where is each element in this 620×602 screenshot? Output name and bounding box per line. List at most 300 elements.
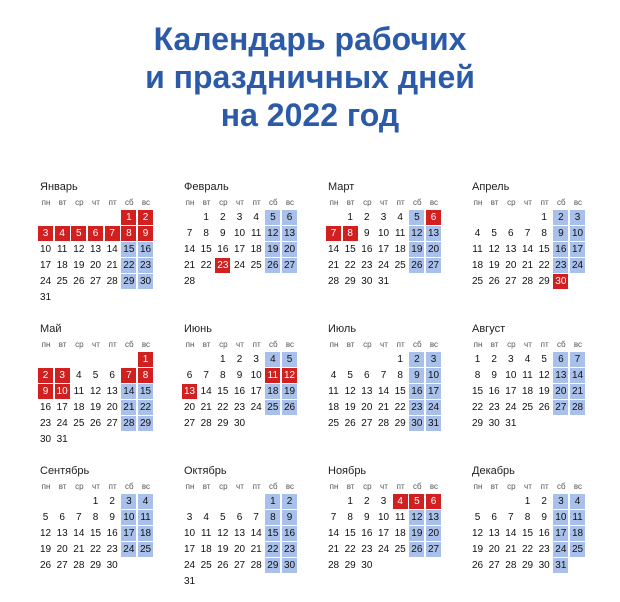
- weekday-label: пн: [185, 482, 195, 491]
- day-cell: 19: [89, 402, 102, 413]
- day-cell: 17: [39, 260, 52, 271]
- weekday-label: пн: [329, 198, 339, 207]
- day-cell: 7: [76, 512, 82, 523]
- day-cell: 16: [217, 244, 229, 255]
- day-cell: 30: [233, 418, 246, 429]
- day-cell: 7: [326, 226, 341, 241]
- day-cell: 12: [283, 370, 296, 381]
- day-cell: 29: [344, 560, 356, 571]
- day-cell: 20: [505, 260, 517, 271]
- day-cell: 21: [377, 402, 390, 413]
- day-cell: 20: [427, 528, 440, 539]
- day-cell: 7: [186, 228, 193, 239]
- weekday-label: вс: [573, 482, 583, 491]
- day-cell: 12: [471, 528, 484, 539]
- day-cell: 23: [555, 260, 567, 271]
- day-cell: 16: [555, 244, 567, 255]
- day-cell: 12: [267, 228, 279, 239]
- day-cell: 6: [59, 512, 65, 523]
- weekday-label: ср: [507, 198, 516, 207]
- day-cell: 17: [555, 528, 567, 539]
- day-cell: 8: [524, 512, 531, 523]
- day-cell: 3: [253, 354, 259, 365]
- month-7: [326, 322, 444, 448]
- day-cell: 21: [521, 260, 534, 271]
- weekday-label: пн: [473, 340, 483, 349]
- weekday-label: вс: [285, 198, 295, 207]
- day-cell: 18: [394, 244, 406, 255]
- day-cell: 27: [183, 418, 196, 429]
- day-cell: 23: [139, 260, 152, 271]
- day-cell: 20: [89, 260, 102, 271]
- weekday-header: [38, 338, 156, 352]
- day-cell: 9: [541, 512, 547, 523]
- day-cell: 29: [123, 276, 135, 287]
- month-name: Ноябрь: [328, 465, 367, 477]
- day-cell: 14: [377, 386, 390, 397]
- day-cell: 7: [508, 512, 514, 523]
- day-cell: 16: [538, 528, 550, 539]
- day-cell: 23: [488, 402, 500, 413]
- day-cell: 21: [327, 544, 340, 555]
- day-cell: 24: [123, 544, 135, 555]
- day-cell: 14: [521, 244, 534, 255]
- day-cell: 1: [347, 212, 353, 223]
- weekday-label: вт: [58, 198, 67, 207]
- day-cell: 25: [139, 544, 152, 555]
- day-cell: 18: [56, 260, 68, 271]
- weekday-label: сб: [412, 198, 422, 207]
- day-cell: 29: [471, 418, 484, 429]
- day-cell: 18: [267, 386, 279, 397]
- day-cell: 22: [344, 260, 356, 271]
- weekday-label: сб: [268, 198, 278, 207]
- day-cell: 1: [220, 354, 226, 365]
- day-cell: 17: [377, 244, 390, 255]
- day-cell: 2: [364, 496, 370, 507]
- day-cell: 24: [39, 276, 52, 287]
- day-cell: 26: [73, 276, 85, 287]
- day-cell: 29: [344, 276, 356, 287]
- day-cell: 5: [220, 512, 226, 523]
- weekday-label: сб: [124, 482, 134, 491]
- day-cell: 12: [488, 244, 500, 255]
- day-cell: 16: [361, 528, 373, 539]
- day-cell: 14: [327, 528, 340, 539]
- day-cell: 21: [73, 544, 85, 555]
- day-cell: 9: [491, 370, 497, 381]
- day-cell: 13: [89, 244, 102, 255]
- weekday-label: ср: [75, 198, 84, 207]
- day-cell: 27: [56, 560, 68, 571]
- day-cell: 6: [508, 228, 514, 239]
- day-cell: 23: [361, 544, 373, 555]
- day-cell: 20: [233, 544, 246, 555]
- day-cell: 29: [89, 560, 102, 571]
- weekday-label: пт: [396, 340, 405, 349]
- day-cell: 19: [488, 260, 500, 271]
- day-cell: 2: [38, 368, 53, 383]
- day-grid: [182, 210, 300, 306]
- weekday-label: ср: [363, 340, 372, 349]
- day-cell: 9: [109, 512, 115, 523]
- weekday-label: пн: [41, 482, 51, 491]
- month-name: Август: [472, 323, 506, 335]
- weekday-label: чт: [380, 198, 388, 207]
- day-cell: 30: [283, 560, 296, 571]
- day-cell: 28: [571, 402, 584, 413]
- day-cell: 6: [282, 210, 297, 225]
- weekday-label: пт: [396, 198, 405, 207]
- day-cell: 28: [200, 418, 212, 429]
- day-cell: 11: [250, 228, 262, 239]
- day-cell: 8: [92, 512, 99, 523]
- day-cell: 2: [109, 496, 115, 507]
- day-cell: 13: [427, 512, 440, 523]
- weekday-label: пт: [396, 482, 405, 491]
- day-cell: 23: [411, 402, 423, 413]
- day-cell: 26: [267, 260, 279, 271]
- day-cell: 25: [394, 260, 406, 271]
- weekday-label: ср: [219, 198, 228, 207]
- day-cell: 22: [521, 544, 534, 555]
- day-cell: 23: [283, 544, 296, 555]
- day-cell: 6: [186, 370, 193, 381]
- day-cell: 13: [106, 386, 118, 397]
- day-cell: 25: [571, 544, 584, 555]
- weekday-label: пн: [473, 198, 483, 207]
- day-cell: 12: [411, 228, 423, 239]
- day-cell: 2: [491, 354, 497, 365]
- day-cell: 9: [220, 228, 226, 239]
- day-cell: 16: [139, 244, 152, 255]
- weekday-label: ср: [507, 482, 516, 491]
- weekday-label: вс: [285, 482, 295, 491]
- day-cell: 13: [361, 386, 373, 397]
- day-cell: 11: [570, 510, 585, 525]
- day-cell: 26: [411, 544, 423, 555]
- day-cell: 1: [92, 496, 99, 507]
- day-cell: 15: [394, 386, 406, 397]
- weekday-label: вс: [429, 482, 439, 491]
- day-cell: 31: [377, 276, 390, 287]
- day-cell: 19: [39, 544, 52, 555]
- weekday-label: сб: [268, 482, 278, 491]
- day-cell: 29: [217, 418, 229, 429]
- day-grid: [326, 494, 444, 590]
- weekday-label: чт: [236, 482, 244, 491]
- title-line-3: на 2022 год: [220, 97, 400, 133]
- day-cell: 10: [427, 370, 440, 381]
- weekday-label: вт: [346, 198, 355, 207]
- day-cell: 1: [347, 496, 353, 507]
- day-cell: 10: [56, 386, 68, 397]
- day-cell: 3: [570, 210, 585, 225]
- day-cell: 13: [283, 228, 296, 239]
- day-cell: 25: [394, 544, 406, 555]
- day-cell: 19: [267, 244, 279, 255]
- day-cell: 23: [106, 544, 118, 555]
- day-cell: 19: [344, 402, 356, 413]
- day-cell: 22: [394, 402, 406, 413]
- day-cell: 25: [73, 418, 85, 429]
- day-cell: 1: [524, 496, 531, 507]
- day-cell: 27: [427, 260, 440, 271]
- weekday-label: пн: [185, 198, 195, 207]
- day-cell: 22: [267, 544, 279, 555]
- day-cell: 4: [474, 228, 481, 239]
- weekday-header: [182, 196, 300, 210]
- day-cell: 23: [217, 260, 229, 271]
- weekday-header: [470, 196, 588, 210]
- day-grid: [38, 210, 156, 306]
- day-cell: 27: [488, 560, 500, 571]
- day-cell: 3: [380, 212, 387, 223]
- day-cell: 2: [138, 210, 153, 225]
- day-cell: 2: [220, 212, 226, 223]
- day-cell: 22: [123, 260, 135, 271]
- day-cell: 21: [505, 544, 517, 555]
- day-cell: 25: [471, 276, 484, 287]
- day-cell: 15: [344, 528, 356, 539]
- day-cell: 31: [555, 560, 567, 571]
- day-cell: 24: [571, 260, 584, 271]
- day-cell: 29: [139, 418, 152, 429]
- weekday-header: [326, 338, 444, 352]
- day-cell: 12: [39, 528, 52, 539]
- day-cell: 21: [327, 260, 340, 271]
- day-cell: 18: [327, 402, 340, 413]
- weekday-label: ср: [219, 340, 228, 349]
- weekday-label: пт: [252, 340, 261, 349]
- day-cell: 12: [217, 528, 229, 539]
- day-cell: 7: [203, 370, 209, 381]
- day-cell: 23: [361, 260, 373, 271]
- weekday-label: пт: [108, 482, 117, 491]
- day-cell: 26: [89, 418, 102, 429]
- weekday-label: пн: [329, 340, 339, 349]
- day-cell: 22: [538, 260, 550, 271]
- day-cell: 14: [183, 244, 196, 255]
- weekday-label: вт: [58, 482, 67, 491]
- day-cell: 8: [138, 368, 153, 383]
- weekday-label: вс: [429, 198, 439, 207]
- month-10: [182, 464, 300, 590]
- day-cell: 6: [236, 512, 243, 523]
- day-cell: 30: [106, 560, 118, 571]
- day-cell: 29: [521, 560, 534, 571]
- day-cell: 25: [521, 402, 534, 413]
- weekday-label: сб: [556, 340, 566, 349]
- day-cell: 18: [250, 244, 262, 255]
- weekday-label: сб: [556, 482, 566, 491]
- day-cell: 25: [200, 560, 212, 571]
- day-cell: 12: [538, 370, 550, 381]
- day-cell: 23: [233, 402, 246, 413]
- day-cell: 27: [233, 560, 246, 571]
- day-cell: 19: [538, 386, 550, 397]
- weekday-header: [182, 338, 300, 352]
- day-cell: 21: [106, 260, 118, 271]
- weekday-label: чт: [92, 482, 100, 491]
- day-cell: 16: [283, 528, 296, 539]
- day-cell: 2: [236, 354, 243, 365]
- day-cell: 1: [203, 212, 209, 223]
- day-cell: 12: [411, 512, 423, 523]
- day-cell: 20: [183, 402, 196, 413]
- month-4: [470, 180, 588, 306]
- day-cell: 18: [139, 528, 152, 539]
- day-cell: 10: [233, 228, 246, 239]
- day-cell: 11: [394, 512, 406, 523]
- weekday-label: пн: [41, 340, 51, 349]
- day-cell: 24: [233, 260, 246, 271]
- day-cell: 30: [538, 560, 550, 571]
- day-grid: [470, 352, 588, 448]
- month-name: Февраль: [184, 181, 229, 193]
- day-cell: 14: [505, 528, 517, 539]
- day-cell: 27: [505, 276, 517, 287]
- weekday-label: пт: [252, 198, 261, 207]
- day-cell: 18: [200, 544, 212, 555]
- day-cell: 5: [71, 226, 86, 241]
- day-cell: 24: [56, 418, 68, 429]
- day-cell: 7: [570, 352, 585, 367]
- day-cell: 16: [411, 386, 423, 397]
- day-cell: 12: [89, 386, 102, 397]
- month-name: Май: [40, 323, 62, 335]
- day-cell: 3: [236, 212, 243, 223]
- day-cell: 27: [283, 260, 296, 271]
- day-cell: 5: [474, 512, 481, 523]
- day-cell: 15: [139, 386, 152, 397]
- day-cell: 4: [265, 352, 280, 367]
- day-cell: 28: [250, 560, 262, 571]
- month-2: [182, 180, 300, 306]
- day-cell: 6: [364, 370, 370, 381]
- month-name: Октябрь: [184, 465, 227, 477]
- weekday-label: вт: [202, 482, 211, 491]
- weekday-label: вс: [141, 198, 151, 207]
- weekday-header: [326, 196, 444, 210]
- day-cell: 15: [217, 386, 229, 397]
- day-cell: 17: [505, 386, 517, 397]
- weekday-label: чт: [380, 340, 388, 349]
- day-cell: 2: [409, 352, 424, 367]
- month-name: Апрель: [472, 181, 510, 193]
- weekday-label: пт: [108, 340, 117, 349]
- day-cell: 8: [220, 370, 226, 381]
- day-cell: 9: [553, 226, 568, 241]
- weekday-label: вт: [490, 482, 499, 491]
- day-cell: 5: [282, 352, 297, 367]
- weekday-label: ср: [75, 482, 84, 491]
- day-cell: 26: [411, 260, 423, 271]
- day-cell: 11: [138, 510, 153, 525]
- day-cell: 5: [42, 512, 49, 523]
- weekday-header: [326, 480, 444, 494]
- day-cell: 18: [471, 260, 484, 271]
- day-cell: 26: [488, 276, 500, 287]
- weekday-label: вс: [141, 482, 151, 491]
- day-cell: 26: [471, 560, 484, 571]
- weekday-label: вт: [202, 198, 211, 207]
- month-1: [38, 180, 156, 306]
- day-cell: 14: [327, 244, 340, 255]
- day-cell: 9: [409, 368, 424, 383]
- day-cell: 25: [327, 418, 340, 429]
- day-cell: 11: [522, 370, 533, 381]
- day-cell: 17: [427, 386, 440, 397]
- month-6: [182, 322, 300, 448]
- day-cell: 26: [344, 418, 356, 429]
- day-cell: 19: [217, 544, 229, 555]
- day-cell: 24: [505, 402, 517, 413]
- day-cell: 27: [106, 418, 118, 429]
- day-cell: 13: [488, 528, 500, 539]
- day-cell: 8: [265, 510, 280, 525]
- month-11: [326, 464, 444, 590]
- weekday-label: вт: [490, 198, 499, 207]
- day-cell: 21: [123, 402, 135, 413]
- day-cell: 10: [123, 512, 135, 523]
- weekday-label: сб: [412, 482, 422, 491]
- day-cell: 13: [555, 370, 567, 381]
- weekday-label: ср: [507, 340, 516, 349]
- day-cell: 18: [394, 528, 406, 539]
- day-cell: 7: [121, 368, 136, 383]
- day-cell: 28: [327, 276, 340, 287]
- day-cell: 23: [538, 544, 550, 555]
- month-name: Сентябрь: [40, 465, 90, 477]
- day-cell: 10: [377, 512, 390, 523]
- day-cell: 24: [555, 544, 567, 555]
- weekday-label: вс: [285, 340, 295, 349]
- day-cell: 9: [364, 512, 370, 523]
- weekday-label: вс: [573, 340, 583, 349]
- day-cell: 8: [474, 370, 481, 381]
- day-cell: 14: [200, 386, 212, 397]
- weekday-label: пн: [185, 340, 195, 349]
- day-cell: 5: [92, 370, 99, 381]
- day-cell: 26: [283, 402, 296, 413]
- day-cell: 15: [471, 386, 484, 397]
- day-cell: 31: [183, 576, 196, 587]
- day-cell: 27: [89, 276, 102, 287]
- day-cell: 12: [344, 386, 356, 397]
- day-cell: 27: [555, 402, 567, 413]
- day-cell: 4: [330, 370, 337, 381]
- month-12: [470, 464, 588, 590]
- weekday-header: [38, 480, 156, 494]
- day-cell: 3: [553, 494, 568, 509]
- month-9: [38, 464, 156, 590]
- day-cell: 17: [571, 244, 584, 255]
- day-cell: 5: [409, 210, 424, 225]
- day-cell: 6: [426, 494, 441, 509]
- day-cell: 2: [553, 210, 568, 225]
- day-cell: 11: [328, 386, 339, 397]
- day-cell: 8: [203, 228, 209, 239]
- day-cell: 1: [138, 352, 153, 367]
- day-cell: 26: [39, 560, 52, 571]
- day-cell: 3: [38, 226, 53, 241]
- day-cell: 4: [570, 494, 585, 509]
- day-cell: 18: [521, 386, 534, 397]
- day-cell: 30: [139, 276, 152, 287]
- day-cell: 19: [471, 544, 484, 555]
- day-cell: 29: [538, 276, 550, 287]
